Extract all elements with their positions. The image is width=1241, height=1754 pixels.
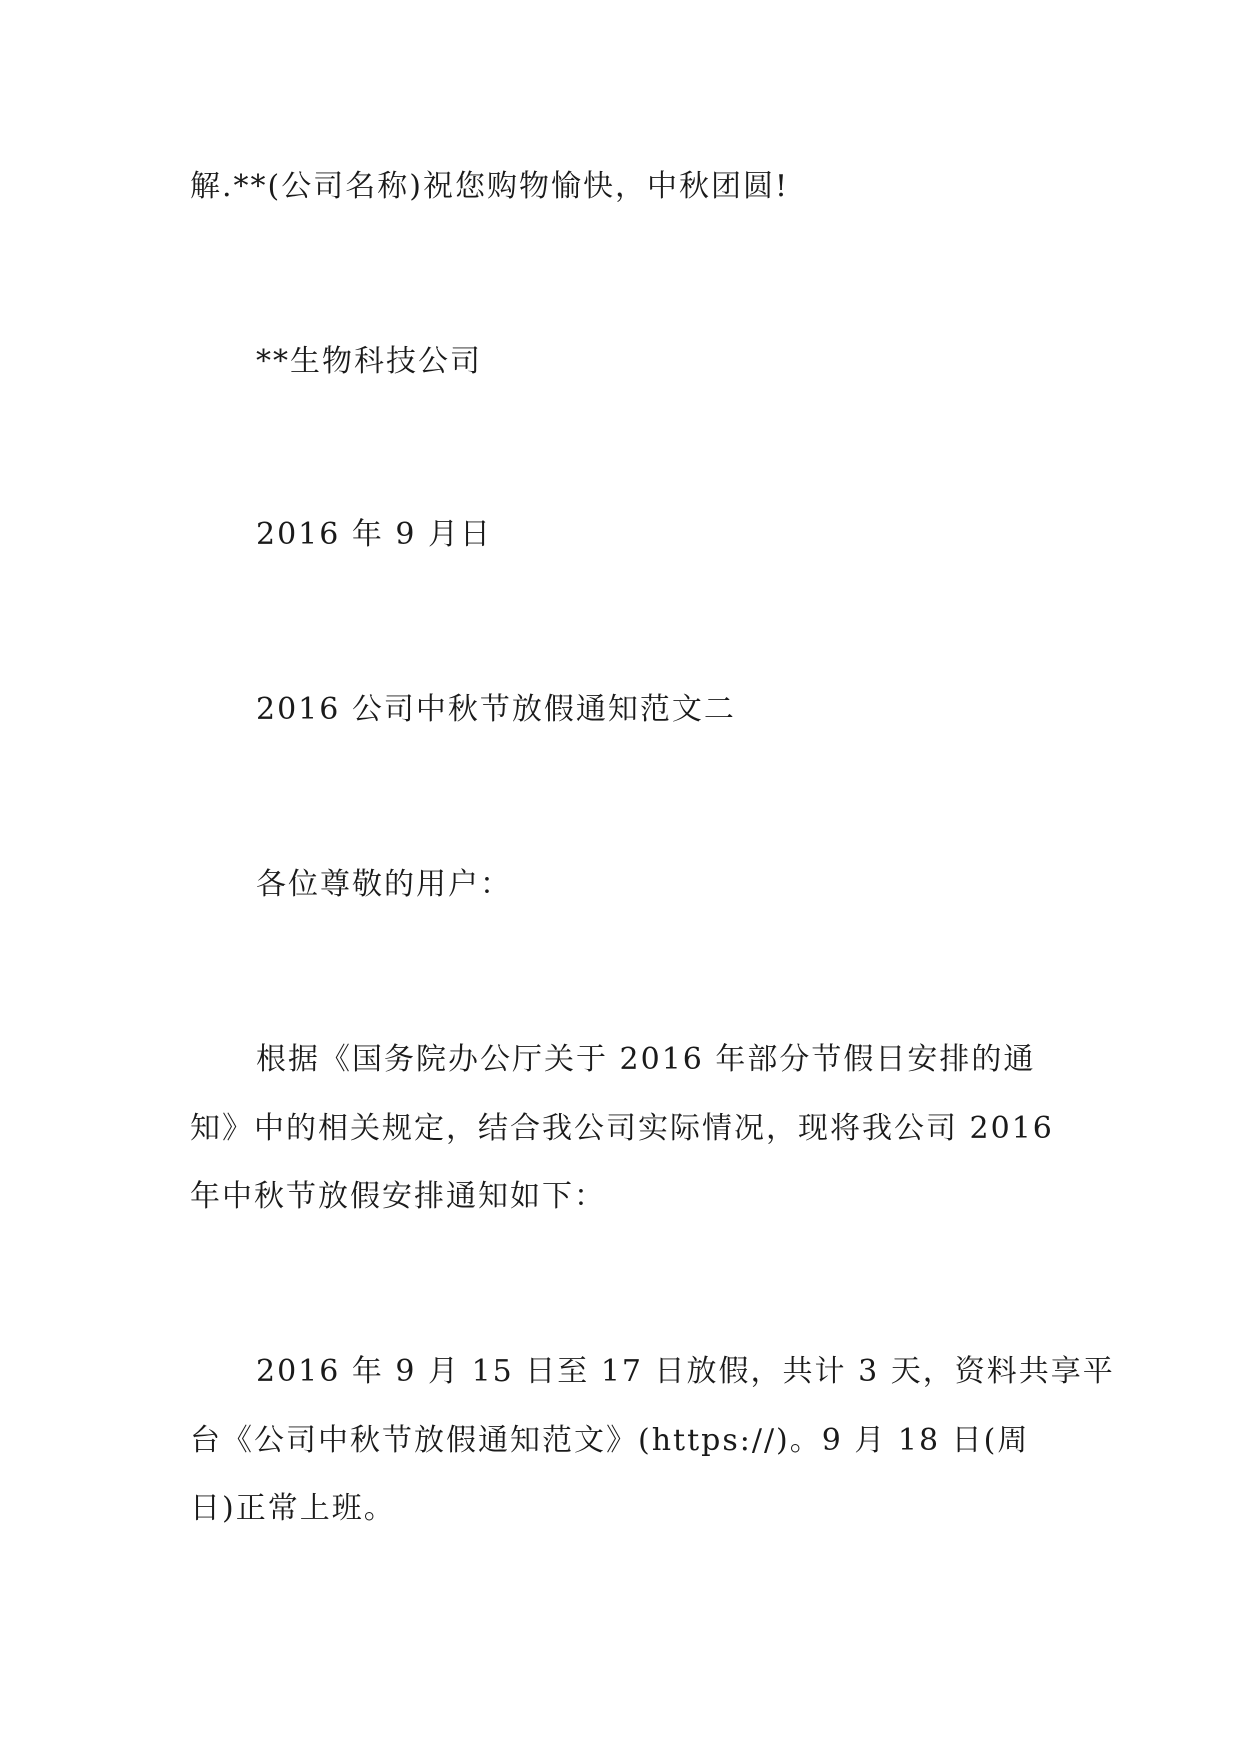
paragraph-line: 台《公司中秋节放假通知范文》(https://)。9 月 18 日(周	[190, 1423, 1030, 1458]
salutation: 各位尊敬的用户：	[256, 867, 512, 902]
paragraph-line: 2016 年 9 月 15 日至 17 日放假，共计 3 天，资料共享平	[256, 1354, 1115, 1389]
paragraph-line: 知》中的相关规定，结合我公司实际情况，现将我公司 2016	[190, 1111, 1054, 1146]
paragraph-line: 年中秋节放假安排通知如下：	[190, 1179, 606, 1214]
signature-company: **生物科技公司	[256, 344, 482, 379]
signature-date: 2016 年 9 月日	[256, 517, 493, 552]
section-title: 2016 公司中秋节放假通知范文二	[256, 692, 736, 727]
paragraph-line: 日)正常上班。	[190, 1491, 396, 1526]
paragraph-line: 根据《国务院办公厅关于 2016 年部分节假日安排的通	[256, 1042, 1036, 1077]
closing-line: 解.**(公司名称)祝您购物愉快，中秋团圆!	[190, 169, 789, 204]
